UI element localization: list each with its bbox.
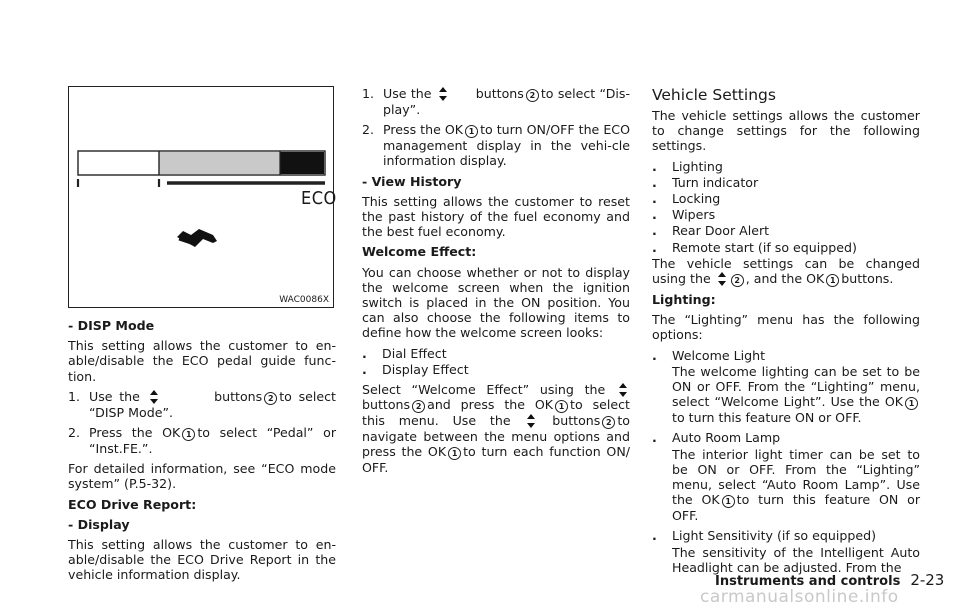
circled-one-icon: 1 [905,397,918,410]
list-item: . Auto Room Lamp [652,430,781,446]
circled-one-icon: 1 [555,400,568,413]
step-text: to select “Pedal” or “Inst.FE.”. [89,425,336,457]
welcome-light-description: The welcome lighting can be set to be ON or OFF. From the “Lighting” menu, select “Welcome Light”. Use the OK 1to turn this feature ON or OFF. [672,363,920,426]
auto-room-lamp-description: The interior light timer can be set to be ON or OFF. From the “Lighting” menu, select “Auto Room Lamp”. Use the OK 1 to turn this feature ON or OFF. [672,446,920,524]
watermark-text: carmanualsonline.info [700,587,899,607]
pedal-foot-icon [177,229,217,247]
step-text: to select “DISP Mode”. [89,388,336,420]
step-text: Use the [383,86,432,101]
list-item: . Wipers [652,207,716,223]
list-item: . Welcome Light [652,347,766,363]
step-number: 2. [362,122,375,138]
circled-one-icon: 1 [448,447,461,460]
step-text: Press the OK [383,122,464,138]
step-text: buttons [475,86,524,101]
display-body: This setting allows the customer to en-able/disable the ECO Drive Report in the vehicle information display. [68,537,336,583]
vehicle-settings-heading: Vehicle Settings [652,86,776,104]
step-1 [68,389,336,420]
eco-indicator-text: ECO [301,188,337,209]
up-down-arrow-icon [717,272,727,286]
step-text: Use the [89,388,140,404]
up-down-arrow-icon [618,383,628,397]
disp-mode-body: This setting allows the customer to en-able/disable the ECO pedal guide func-tion. [68,338,336,384]
list-item: . Lighting [652,158,723,174]
step-1 [362,86,630,117]
disp-mode-heading: - DISP Mode [68,318,155,333]
step-2 [68,425,336,456]
circled-two-icon: 2 [526,89,539,102]
vehicle-settings-intro: The vehicle settings allows the customer to change settings for the following settings. [652,108,920,154]
welcome-effect-body: You can choose whether or not to display the welcome screen when the ignition switch is placed in the ON position. You can also choose the following items to define how the welcome screen looks: [362,264,630,341]
light-sensitivity-description: The sensitivity of the Intelligent Auto Headlight can be adjusted. From the [672,544,920,575]
circled-one-icon: 1 [182,428,195,441]
welcome-select-instructions: Select “Welcome Effect” using the buttons 2 and press the OK 1 to select this menu. Use the buttons 2 to navigate between the menu options and press the OK 1 to turn each function ON/ OFF. [362,382,630,476]
step-text: to select “Dis-play”. [383,86,630,117]
list-item: . Turn indicator [652,174,759,190]
circled-one-icon: 1 [722,495,735,508]
column-1 [68,318,336,588]
column-3 [652,86,920,580]
step-text: to turn ON/OFF the ECO management display in the vehi-cle information display. [383,122,630,169]
step-number: 2. [68,425,81,441]
lighting-body: The “Lighting” menu has the following options: [652,312,920,343]
step-2 [362,122,630,168]
lighting-heading: Lighting: [652,292,716,308]
list-item: . Display Effect [362,361,469,377]
list-item: . Remote start (if so equipped) [652,239,857,255]
up-down-arrow-icon [438,87,448,101]
step-number: 1. [68,388,81,404]
figure-label: WAC0086X [279,295,329,305]
page-number: 2-23 [910,571,945,589]
list-item: . Dial Effect [362,345,447,361]
section-title: Instruments and controls [715,574,901,589]
up-down-arrow-icon [526,414,536,428]
eco-drive-report-heading: ECO Drive Report: [68,496,197,512]
step-text: buttons [214,388,263,404]
display-heading: - Display [68,516,130,532]
view-history-body: This setting allows the customer to reset the past history of the fuel economy and the best fuel economy. [362,193,630,240]
list-item: . Locking [652,191,721,207]
circled-one-icon: 1 [826,274,839,287]
circled-two-icon: 2 [602,416,615,429]
circled-two-icon: 2 [412,400,425,413]
step-number: 1. [362,86,375,101]
up-down-arrow-icon [149,390,159,404]
eco-pedal-figure [68,86,337,308]
column-2 [362,86,630,481]
list-item: . Light Sensitivity (if so equipped) [652,528,876,544]
circled-two-icon: 2 [264,392,277,405]
eco-pedal-guide-illustration [69,87,333,307]
circled-one-icon: 1 [465,125,478,138]
welcome-effect-heading: Welcome Effect: [362,244,477,260]
list-item: . Rear Door Alert [652,223,770,239]
view-history-heading: - View History [362,173,462,189]
circled-two-icon: 2 [731,274,744,287]
step-text: Press the OK [89,425,181,441]
eco-mode-reference: For detailed information, see “ECO mode system” (P.5-32). [68,461,336,492]
vehicle-settings-change: The vehicle settings can be changed using the 2 , and the OK 1 buttons. [652,255,920,287]
